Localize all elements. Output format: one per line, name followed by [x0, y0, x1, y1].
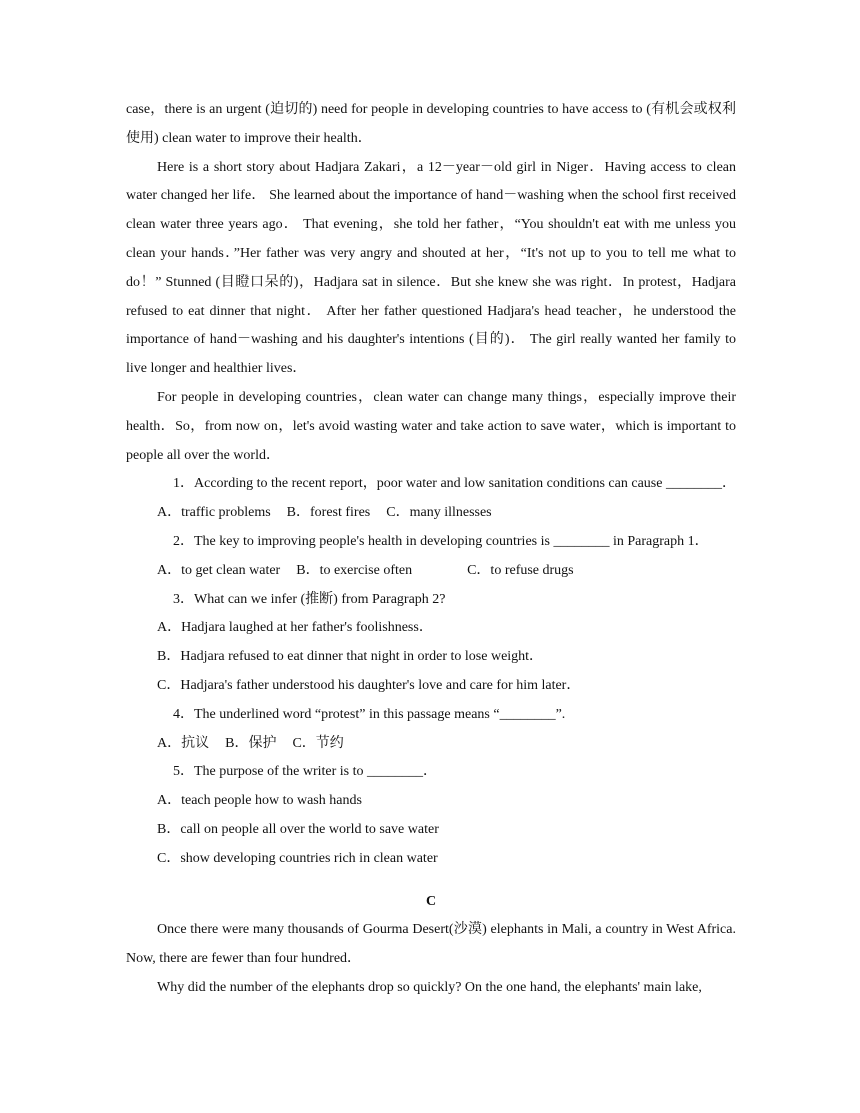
question-1-option-b: B．forest fires: [286, 505, 371, 521]
question-1: 1．According to the recent report，poor water and low sanitation conditions can cause ________．: [173, 476, 736, 492]
question-2-options: [126, 557, 736, 586]
question-2: 2．The key to improving people's health in developing countries is ________ in Paragraph 1．: [173, 533, 709, 549]
question-2-option-b: B．to exercise often: [296, 562, 413, 578]
question-2-option-a: A．to get clean water: [157, 562, 281, 578]
passage-b-paragraph-1-end: case，there is an urgent (迫切的) need for people in developing countries to have access to (有机会或权利使用) clean water to improve their health．: [126, 102, 736, 146]
section-c-heading: C: [425, 893, 437, 909]
question-1-option-a: A．traffic problems: [157, 505, 271, 521]
question-5: 5．The purpose of the writer is to ________．: [173, 764, 438, 780]
passage-c-paragraph-1: Once there were many thousands of Gourma Desert(沙漠) elephants in Mali, a country in West Africa. Now, there are fewer than four hundred．: [126, 922, 736, 967]
question-3: 3．What can we infer (推断) from Paragraph 2?: [173, 591, 446, 607]
question-5-option-a: A．teach people how to wash hands: [157, 793, 362, 809]
question-4-option-c: C．节约: [292, 735, 344, 751]
question-5-option-b: B．call on people all over the world to save water: [157, 821, 439, 837]
passage-b-paragraph-3: For people in developing countries，clean water can change many things，especially improve their health．So，from now on，let's avoid wasting water and take action to save water，which is important to people all over the world．: [126, 389, 736, 463]
question-4: 4．The underlined word “protest” in this passage means “________”.: [173, 706, 566, 722]
question-3-option-a: A．Hadjara laughed at her father's foolishness．: [157, 620, 433, 636]
question-3-option-c: C．Hadjara's father understood his daughter's love and care for him later．: [157, 677, 581, 693]
passage-c-paragraph-2: Why did the number of the elephants drop so quickly? On the one hand, the elephants' main lake,: [157, 979, 702, 995]
question-1-option-c: C．many illnesses: [386, 505, 492, 521]
page-content: [126, 96, 736, 1003]
question-2-option-c: C．to refuse drugs: [467, 562, 574, 578]
question-4-options: [126, 730, 736, 759]
question-4-option-b: B．保护: [225, 735, 277, 751]
passage-b-paragraph-2: Here is a short story about Hadjara Zakari，a 12－year－old girl in Niger．Having access to clean water changed her life． She learned about the importance of hand－washing when the school first received clean water three years ago． That evening，she told her father，“You shouldn't eat with me unless you clean your hands．”Her father was very angry and shouted at her，“It's not up to you to tell me what to do！” Stunned (目瞪口呆的)，Hadjara sat in silence．But she knew she was right．In protest，Hadjara refused to eat dinner that night． After her father questioned Hadjara's head teacher，he understood the importance of hand－washing and his daughter's intentions (目的)． The girl really wanted her family to live longer and healthier lives．: [126, 159, 736, 377]
question-3-option-b: B．Hadjara refused to eat dinner that night in order to lose weight．: [157, 649, 544, 665]
question-4-option-a: A．抗议: [157, 735, 210, 751]
question-1-options: [126, 499, 736, 528]
question-5-option-c: C．show developing countries rich in clean water: [157, 850, 438, 866]
